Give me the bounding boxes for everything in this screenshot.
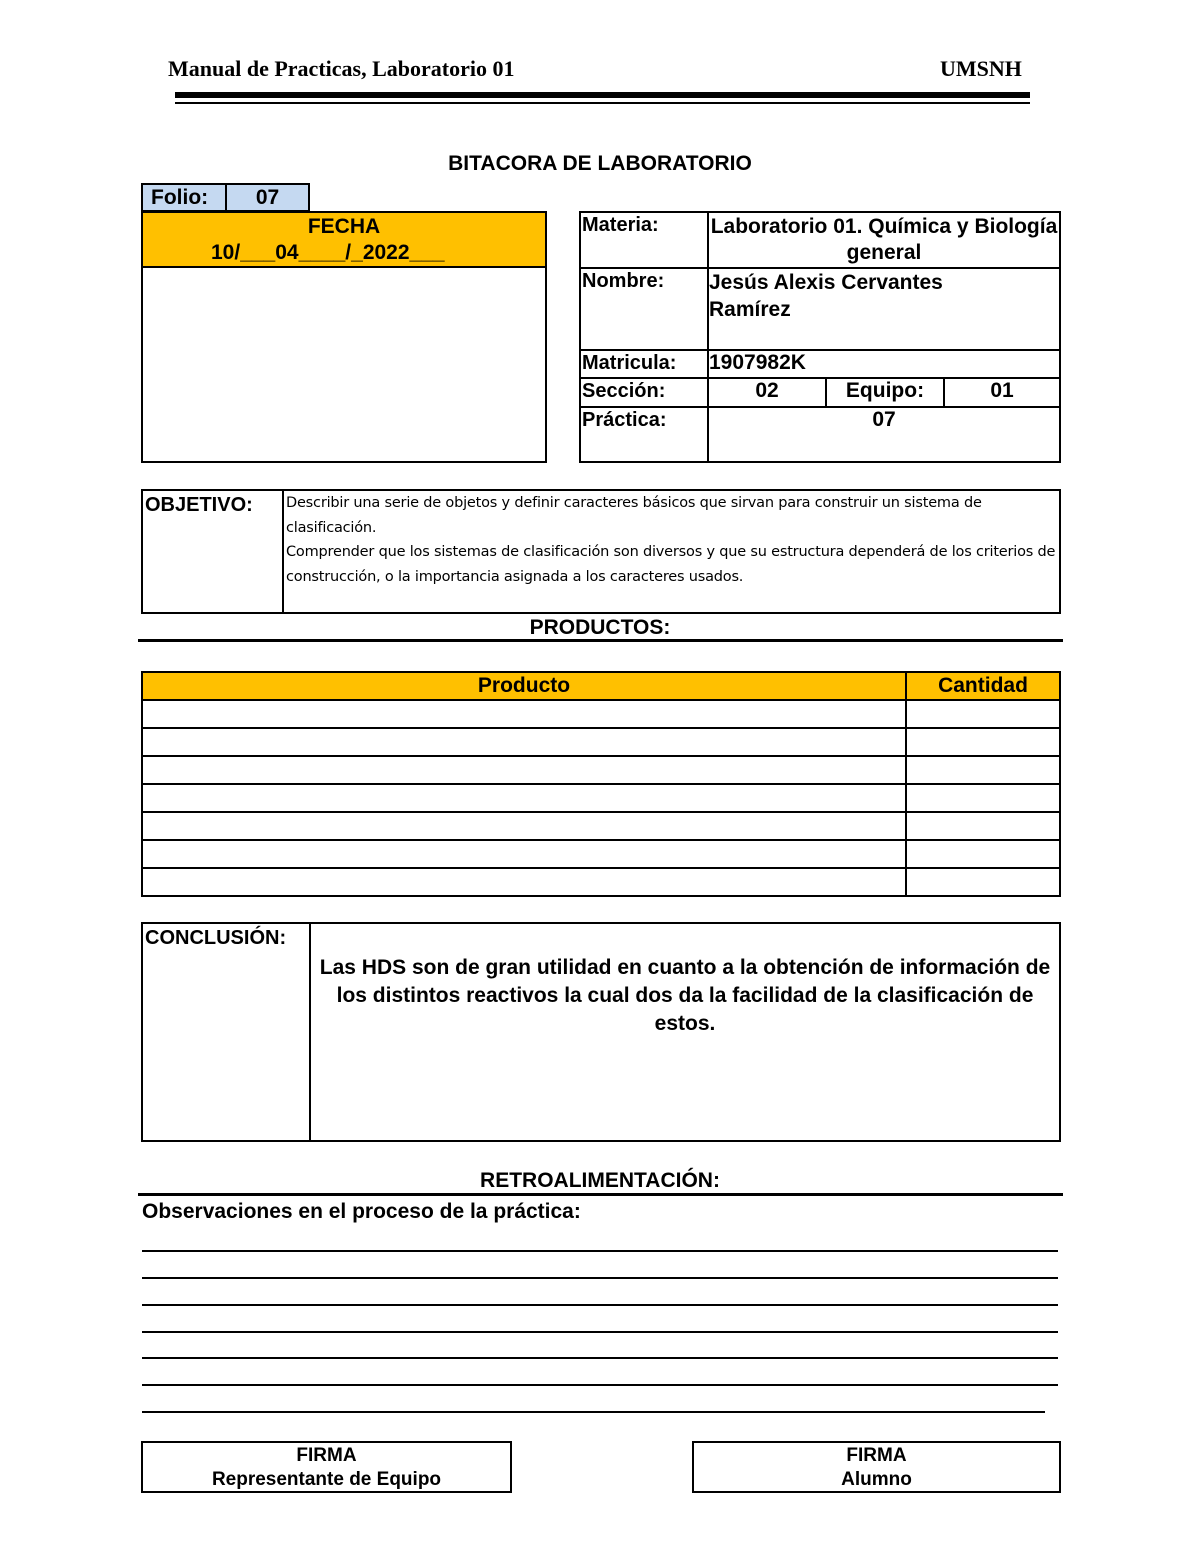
seccion-row xyxy=(581,379,1059,408)
matricula-value: 1907982K xyxy=(709,351,806,374)
observaciones-label: Observaciones en el proceso de la práctica: xyxy=(142,1200,581,1223)
firma-representante-box xyxy=(141,1441,512,1493)
objetivo-line-2: Comprender que los sistemas de clasificación son diversos y que su estructura dependerá de los criterios de construcción, o la importancia asignada a los caracteres usados. xyxy=(286,544,1056,585)
objetivo-text xyxy=(284,491,1059,589)
producto-cell[interactable] xyxy=(142,728,906,756)
retroalimentacion-rule xyxy=(138,1193,1063,1196)
seccion-value: 02 xyxy=(709,379,827,406)
producto-cell[interactable] xyxy=(142,868,906,896)
producto-cell[interactable] xyxy=(142,812,906,840)
table-row xyxy=(142,868,1060,896)
table-row xyxy=(142,812,1060,840)
observation-line[interactable] xyxy=(142,1277,1058,1279)
objetivo-line-1: Describir una serie de objetos y definir caracteres básicos que sirvan para construir un sistema de clasificación. xyxy=(286,495,982,536)
conclusion-box xyxy=(141,922,1061,1142)
folio-label: Folio: xyxy=(141,183,227,212)
producto-cell[interactable] xyxy=(142,700,906,728)
equipo-value: 01 xyxy=(990,379,1014,402)
producto-cell[interactable] xyxy=(142,784,906,812)
firma-alumno-role: Alumno xyxy=(841,1469,912,1490)
objetivo-label: OBJETIVO: xyxy=(143,491,284,612)
seccion-label: Sección: xyxy=(581,379,709,406)
nombre-value: Jesús Alexis Cervantes Ramírez xyxy=(709,271,943,321)
firma-representante-label: FIRMA xyxy=(296,1445,357,1466)
materia-label: Materia: xyxy=(581,213,709,267)
matricula-row xyxy=(581,351,1059,379)
manual-title: Manual de Practicas, Laboratorio 01 xyxy=(168,56,515,81)
folio-value: 07 xyxy=(225,183,310,212)
fecha-header xyxy=(143,213,545,268)
cantidad-cell[interactable] xyxy=(906,868,1060,896)
observation-line[interactable] xyxy=(142,1384,1058,1386)
matricula-label: Matricula: xyxy=(581,351,709,377)
firma-alumno-label: FIRMA xyxy=(846,1445,907,1466)
institution-name: UMSNH xyxy=(940,56,1022,81)
table-row xyxy=(142,756,1060,784)
header-rule-thin xyxy=(175,102,1030,104)
productos-header-row xyxy=(142,672,1060,700)
firma-alumno-box xyxy=(692,1441,1061,1493)
nombre-label: Nombre: xyxy=(581,269,709,349)
observation-line[interactable] xyxy=(142,1411,1045,1413)
practica-row xyxy=(581,408,1059,461)
retroalimentacion-title: RETROALIMENTACIÓN: xyxy=(480,1169,720,1192)
producto-column-header: Producto xyxy=(142,672,906,700)
cantidad-cell[interactable] xyxy=(906,840,1060,868)
cantidad-cell[interactable] xyxy=(906,784,1060,812)
table-row xyxy=(142,700,1060,728)
productos-title: PRODUCTOS: xyxy=(529,616,671,639)
cantidad-cell[interactable] xyxy=(906,756,1060,784)
table-row xyxy=(142,784,1060,812)
objetivo-box xyxy=(141,489,1061,614)
observation-line[interactable] xyxy=(142,1250,1058,1252)
firma-representante-role: Representante de Equipo xyxy=(211,1469,442,1490)
productos-table xyxy=(141,671,1061,897)
table-row xyxy=(142,728,1060,756)
producto-cell[interactable] xyxy=(142,756,906,784)
practica-label: Práctica: xyxy=(581,408,709,461)
nombre-row xyxy=(581,269,1059,351)
practica-value: 07 xyxy=(872,408,896,431)
cantidad-cell[interactable] xyxy=(906,728,1060,756)
equipo-label: Equipo: xyxy=(827,379,945,406)
observation-line[interactable] xyxy=(142,1304,1058,1306)
form-title: BITACORA DE LABORATORIO xyxy=(448,152,752,175)
cantidad-column-header: Cantidad xyxy=(906,672,1060,700)
observation-line[interactable] xyxy=(142,1357,1058,1359)
fecha-label: FECHA xyxy=(307,215,381,238)
conclusion-text: Las HDS son de gran utilidad en cuanto a la obtención de información de los distintos reactivos la cual dos da la facilidad de la clasificación de estos. xyxy=(319,956,1051,1035)
fecha-box xyxy=(141,211,547,463)
materia-value: Laboratorio 01. Química y Biología general xyxy=(710,215,1058,264)
info-table xyxy=(579,211,1061,463)
table-row xyxy=(142,840,1060,868)
cantidad-cell[interactable] xyxy=(906,812,1060,840)
productos-rule xyxy=(138,639,1063,642)
materia-row xyxy=(581,213,1059,269)
header-rule xyxy=(175,92,1030,98)
cantidad-cell[interactable] xyxy=(906,700,1060,728)
conclusion-label: CONCLUSIÓN: xyxy=(143,924,311,1140)
observation-line[interactable] xyxy=(142,1331,1058,1333)
fecha-value: 10/___04____/_2022___ xyxy=(211,241,445,264)
producto-cell[interactable] xyxy=(142,840,906,868)
